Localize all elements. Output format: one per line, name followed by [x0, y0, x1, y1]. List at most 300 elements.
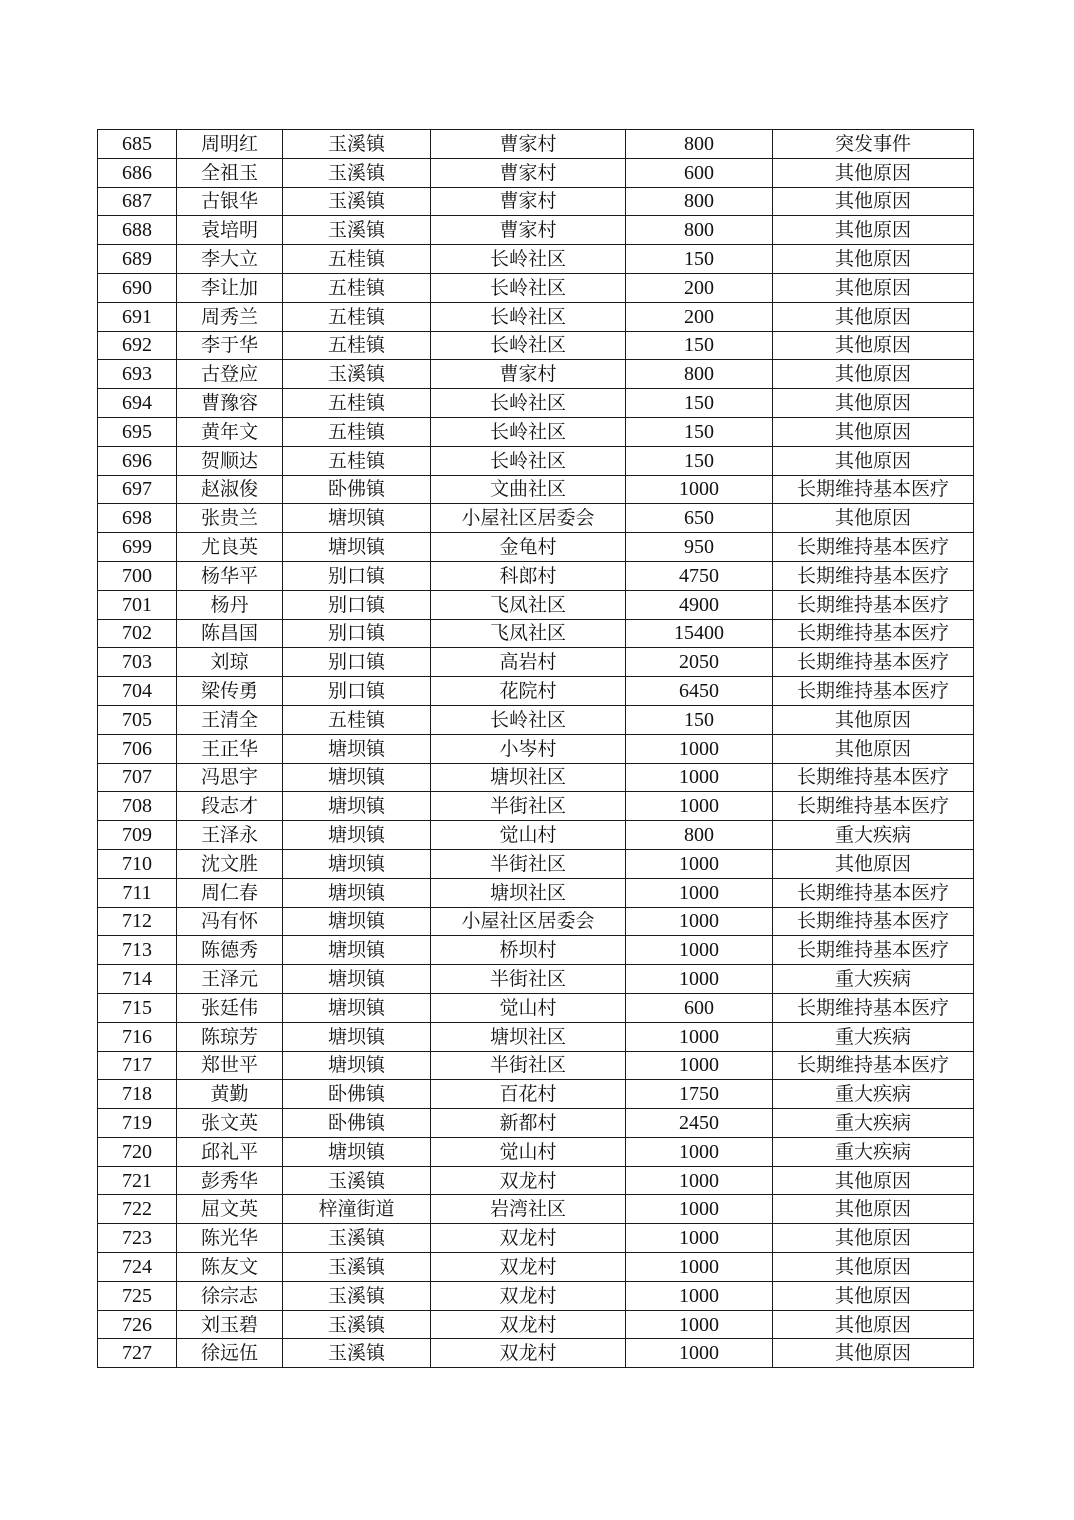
cell-amount: 200	[626, 273, 773, 302]
cell-town: 玉溪镇	[283, 216, 431, 245]
cell-town: 玉溪镇	[283, 1281, 431, 1310]
cell-name: 张贵兰	[177, 504, 283, 533]
cell-name: 陈光华	[177, 1224, 283, 1253]
cell-town: 塘坝镇	[283, 907, 431, 936]
cell-number: 699	[98, 533, 177, 562]
cell-village: 曹家村	[431, 158, 626, 187]
cell-amount: 1000	[626, 965, 773, 994]
cell-name: 周秀兰	[177, 302, 283, 331]
assistance-table	[97, 129, 974, 1368]
cell-name: 尤良英	[177, 533, 283, 562]
cell-reason: 重大疾病	[773, 1022, 974, 1051]
table-row	[98, 360, 974, 389]
cell-number: 688	[98, 216, 177, 245]
table-row	[98, 677, 974, 706]
cell-name: 沈文胜	[177, 849, 283, 878]
cell-name: 贺顺达	[177, 446, 283, 475]
table-row	[98, 821, 974, 850]
cell-town: 玉溪镇	[283, 1310, 431, 1339]
cell-reason: 其他原因	[773, 360, 974, 389]
cell-amount: 1000	[626, 734, 773, 763]
table-row	[98, 1339, 974, 1368]
cell-reason: 重大疾病	[773, 1137, 974, 1166]
cell-name: 曹豫容	[177, 389, 283, 418]
cell-village: 长岭社区	[431, 245, 626, 274]
cell-reason: 其他原因	[773, 1195, 974, 1224]
cell-town: 玉溪镇	[283, 158, 431, 187]
cell-amount: 800	[626, 821, 773, 850]
cell-number: 687	[98, 187, 177, 216]
cell-town: 五桂镇	[283, 446, 431, 475]
table-row	[98, 590, 974, 619]
table-row	[98, 619, 974, 648]
cell-reason: 其他原因	[773, 331, 974, 360]
cell-reason: 其他原因	[773, 216, 974, 245]
cell-reason: 重大疾病	[773, 965, 974, 994]
table-row	[98, 936, 974, 965]
cell-number: 721	[98, 1166, 177, 1195]
cell-number: 714	[98, 965, 177, 994]
cell-amount: 4750	[626, 561, 773, 590]
cell-amount: 1000	[626, 763, 773, 792]
cell-town: 别口镇	[283, 561, 431, 590]
cell-amount: 800	[626, 187, 773, 216]
cell-village: 曹家村	[431, 360, 626, 389]
cell-town: 玉溪镇	[283, 1339, 431, 1368]
cell-town: 五桂镇	[283, 389, 431, 418]
cell-name: 段志才	[177, 792, 283, 821]
cell-number: 722	[98, 1195, 177, 1224]
cell-number: 689	[98, 245, 177, 274]
cell-amount: 200	[626, 302, 773, 331]
table-row	[98, 187, 974, 216]
cell-amount: 600	[626, 993, 773, 1022]
cell-number: 723	[98, 1224, 177, 1253]
cell-name: 冯有怀	[177, 907, 283, 936]
table-row	[98, 331, 974, 360]
cell-village: 小屋社区居委会	[431, 907, 626, 936]
table-body	[98, 130, 974, 1368]
cell-reason: 其他原因	[773, 417, 974, 446]
cell-village: 塘坝社区	[431, 763, 626, 792]
cell-reason: 长期维持基本医疗	[773, 907, 974, 936]
cell-amount: 150	[626, 389, 773, 418]
table-row	[98, 504, 974, 533]
cell-village: 长岭社区	[431, 273, 626, 302]
cell-village: 高岩村	[431, 648, 626, 677]
cell-town: 塘坝镇	[283, 878, 431, 907]
cell-number: 719	[98, 1109, 177, 1138]
cell-town: 塘坝镇	[283, 533, 431, 562]
cell-town: 卧佛镇	[283, 1109, 431, 1138]
cell-village: 小屋社区居委会	[431, 504, 626, 533]
table-row	[98, 1080, 974, 1109]
cell-village: 飞凤社区	[431, 619, 626, 648]
cell-name: 黄年文	[177, 417, 283, 446]
cell-amount: 1000	[626, 907, 773, 936]
cell-number: 705	[98, 705, 177, 734]
cell-name: 王正华	[177, 734, 283, 763]
cell-number: 711	[98, 878, 177, 907]
table-row	[98, 907, 974, 936]
cell-reason: 其他原因	[773, 1310, 974, 1339]
cell-town: 别口镇	[283, 648, 431, 677]
cell-amount: 1000	[626, 792, 773, 821]
cell-town: 塘坝镇	[283, 965, 431, 994]
cell-amount: 1000	[626, 1137, 773, 1166]
cell-amount: 150	[626, 446, 773, 475]
cell-amount: 150	[626, 245, 773, 274]
cell-name: 古登应	[177, 360, 283, 389]
cell-amount: 1000	[626, 1195, 773, 1224]
cell-name: 李大立	[177, 245, 283, 274]
cell-name: 刘玉碧	[177, 1310, 283, 1339]
cell-number: 715	[98, 993, 177, 1022]
cell-amount: 1000	[626, 1022, 773, 1051]
cell-reason: 长期维持基本医疗	[773, 648, 974, 677]
cell-number: 704	[98, 677, 177, 706]
table-row	[98, 965, 974, 994]
cell-village: 金龟村	[431, 533, 626, 562]
cell-town: 五桂镇	[283, 302, 431, 331]
cell-town: 塘坝镇	[283, 936, 431, 965]
table-row	[98, 705, 974, 734]
cell-village: 长岭社区	[431, 417, 626, 446]
cell-village: 百花村	[431, 1080, 626, 1109]
cell-number: 709	[98, 821, 177, 850]
table-row	[98, 389, 974, 418]
cell-number: 700	[98, 561, 177, 590]
cell-town: 塘坝镇	[283, 1137, 431, 1166]
cell-town: 玉溪镇	[283, 1253, 431, 1282]
table-row	[98, 763, 974, 792]
cell-reason: 其他原因	[773, 273, 974, 302]
cell-name: 屈文英	[177, 1195, 283, 1224]
table-row	[98, 475, 974, 504]
cell-amount: 1000	[626, 1281, 773, 1310]
cell-name: 王泽元	[177, 965, 283, 994]
cell-number: 713	[98, 936, 177, 965]
cell-amount: 150	[626, 331, 773, 360]
cell-name: 杨丹	[177, 590, 283, 619]
cell-amount: 950	[626, 533, 773, 562]
cell-reason: 长期维持基本医疗	[773, 792, 974, 821]
cell-town: 玉溪镇	[283, 1166, 431, 1195]
cell-village: 小岑村	[431, 734, 626, 763]
cell-name: 袁培明	[177, 216, 283, 245]
cell-reason: 重大疾病	[773, 1109, 974, 1138]
cell-amount: 800	[626, 360, 773, 389]
cell-number: 717	[98, 1051, 177, 1080]
cell-town: 五桂镇	[283, 705, 431, 734]
cell-name: 徐宗志	[177, 1281, 283, 1310]
cell-amount: 1000	[626, 1051, 773, 1080]
table-row	[98, 792, 974, 821]
cell-number: 698	[98, 504, 177, 533]
cell-number: 703	[98, 648, 177, 677]
cell-village: 半街社区	[431, 849, 626, 878]
cell-town: 塘坝镇	[283, 792, 431, 821]
cell-number: 725	[98, 1281, 177, 1310]
cell-village: 花院村	[431, 677, 626, 706]
cell-amount: 6450	[626, 677, 773, 706]
cell-village: 桥坝村	[431, 936, 626, 965]
cell-name: 周仁春	[177, 878, 283, 907]
table-row	[98, 1224, 974, 1253]
table-row	[98, 561, 974, 590]
cell-reason: 突发事件	[773, 130, 974, 159]
cell-name: 刘琼	[177, 648, 283, 677]
cell-town: 五桂镇	[283, 417, 431, 446]
cell-name: 古银华	[177, 187, 283, 216]
cell-name: 王清全	[177, 705, 283, 734]
cell-name: 徐远伍	[177, 1339, 283, 1368]
table-row	[98, 878, 974, 907]
cell-name: 陈友文	[177, 1253, 283, 1282]
table-row	[98, 533, 974, 562]
cell-reason: 其他原因	[773, 1224, 974, 1253]
table-row	[98, 1281, 974, 1310]
cell-village: 觉山村	[431, 821, 626, 850]
cell-name: 李于华	[177, 331, 283, 360]
cell-town: 塘坝镇	[283, 849, 431, 878]
cell-number: 708	[98, 792, 177, 821]
table-row	[98, 1310, 974, 1339]
cell-reason: 其他原因	[773, 705, 974, 734]
cell-name: 梁传勇	[177, 677, 283, 706]
cell-reason: 其他原因	[773, 504, 974, 533]
cell-name: 陈德秀	[177, 936, 283, 965]
cell-reason: 其他原因	[773, 849, 974, 878]
table-row	[98, 1051, 974, 1080]
cell-number: 724	[98, 1253, 177, 1282]
cell-town: 卧佛镇	[283, 1080, 431, 1109]
cell-number: 726	[98, 1310, 177, 1339]
cell-village: 长岭社区	[431, 389, 626, 418]
cell-reason: 其他原因	[773, 1281, 974, 1310]
cell-village: 塘坝社区	[431, 1022, 626, 1051]
cell-town: 玉溪镇	[283, 360, 431, 389]
cell-village: 文曲社区	[431, 475, 626, 504]
cell-amount: 2450	[626, 1109, 773, 1138]
cell-number: 707	[98, 763, 177, 792]
cell-amount: 1000	[626, 1224, 773, 1253]
cell-town: 玉溪镇	[283, 130, 431, 159]
cell-name: 张文英	[177, 1109, 283, 1138]
table-row	[98, 648, 974, 677]
cell-village: 长岭社区	[431, 331, 626, 360]
table-row	[98, 273, 974, 302]
table-row	[98, 993, 974, 1022]
table-row	[98, 1022, 974, 1051]
cell-reason: 长期维持基本医疗	[773, 533, 974, 562]
cell-reason: 长期维持基本医疗	[773, 561, 974, 590]
cell-reason: 其他原因	[773, 734, 974, 763]
cell-reason: 其他原因	[773, 389, 974, 418]
cell-village: 双龙村	[431, 1253, 626, 1282]
cell-village: 双龙村	[431, 1224, 626, 1253]
cell-name: 邱礼平	[177, 1137, 283, 1166]
cell-number: 694	[98, 389, 177, 418]
cell-reason: 其他原因	[773, 1166, 974, 1195]
table-row	[98, 302, 974, 331]
cell-number: 697	[98, 475, 177, 504]
cell-name: 张廷伟	[177, 993, 283, 1022]
cell-village: 飞凤社区	[431, 590, 626, 619]
table-row	[98, 849, 974, 878]
cell-town: 别口镇	[283, 677, 431, 706]
cell-name: 郑世平	[177, 1051, 283, 1080]
cell-village: 半街社区	[431, 792, 626, 821]
cell-amount: 15400	[626, 619, 773, 648]
cell-reason: 长期维持基本医疗	[773, 475, 974, 504]
cell-village: 曹家村	[431, 187, 626, 216]
cell-reason: 长期维持基本医疗	[773, 993, 974, 1022]
cell-amount: 1000	[626, 849, 773, 878]
cell-amount: 800	[626, 216, 773, 245]
cell-number: 693	[98, 360, 177, 389]
cell-village: 塘坝社区	[431, 878, 626, 907]
cell-reason: 长期维持基本医疗	[773, 590, 974, 619]
cell-town: 别口镇	[283, 619, 431, 648]
cell-name: 王泽永	[177, 821, 283, 850]
cell-town: 五桂镇	[283, 331, 431, 360]
cell-village: 长岭社区	[431, 446, 626, 475]
cell-number: 686	[98, 158, 177, 187]
cell-reason: 其他原因	[773, 1339, 974, 1368]
table-row	[98, 1166, 974, 1195]
cell-village: 长岭社区	[431, 705, 626, 734]
cell-amount: 1000	[626, 1310, 773, 1339]
cell-name: 冯思宇	[177, 763, 283, 792]
cell-amount: 2050	[626, 648, 773, 677]
table-row	[98, 216, 974, 245]
cell-town: 塘坝镇	[283, 763, 431, 792]
cell-reason: 重大疾病	[773, 1080, 974, 1109]
cell-village: 科郎村	[431, 561, 626, 590]
cell-village: 双龙村	[431, 1281, 626, 1310]
cell-town: 塘坝镇	[283, 1022, 431, 1051]
cell-amount: 150	[626, 417, 773, 446]
cell-reason: 其他原因	[773, 245, 974, 274]
table-row	[98, 1195, 974, 1224]
cell-number: 696	[98, 446, 177, 475]
cell-amount: 800	[626, 130, 773, 159]
cell-amount: 1000	[626, 1253, 773, 1282]
cell-town: 塘坝镇	[283, 504, 431, 533]
cell-village: 半街社区	[431, 965, 626, 994]
cell-town: 塘坝镇	[283, 1051, 431, 1080]
cell-reason: 重大疾病	[773, 821, 974, 850]
cell-village: 半街社区	[431, 1051, 626, 1080]
cell-number: 727	[98, 1339, 177, 1368]
cell-reason: 长期维持基本医疗	[773, 878, 974, 907]
cell-number: 695	[98, 417, 177, 446]
cell-number: 706	[98, 734, 177, 763]
cell-name: 李让加	[177, 273, 283, 302]
cell-name: 赵淑俊	[177, 475, 283, 504]
cell-amount: 4900	[626, 590, 773, 619]
cell-number: 716	[98, 1022, 177, 1051]
cell-reason: 其他原因	[773, 302, 974, 331]
cell-name: 陈琼芳	[177, 1022, 283, 1051]
cell-amount: 650	[626, 504, 773, 533]
table-row	[98, 1137, 974, 1166]
cell-village: 觉山村	[431, 1137, 626, 1166]
cell-number: 718	[98, 1080, 177, 1109]
cell-reason: 长期维持基本医疗	[773, 1051, 974, 1080]
cell-town: 玉溪镇	[283, 1224, 431, 1253]
cell-number: 710	[98, 849, 177, 878]
cell-number: 692	[98, 331, 177, 360]
cell-reason: 长期维持基本医疗	[773, 763, 974, 792]
cell-village: 曹家村	[431, 216, 626, 245]
cell-village: 双龙村	[431, 1166, 626, 1195]
table-row	[98, 245, 974, 274]
cell-amount: 1000	[626, 936, 773, 965]
cell-name: 杨华平	[177, 561, 283, 590]
cell-amount: 150	[626, 705, 773, 734]
cell-town: 梓潼街道	[283, 1195, 431, 1224]
table-row	[98, 734, 974, 763]
cell-town: 五桂镇	[283, 245, 431, 274]
cell-reason: 其他原因	[773, 187, 974, 216]
cell-town: 玉溪镇	[283, 187, 431, 216]
cell-town: 塘坝镇	[283, 734, 431, 763]
cell-amount: 1000	[626, 1166, 773, 1195]
cell-reason: 长期维持基本医疗	[773, 677, 974, 706]
cell-reason: 其他原因	[773, 1253, 974, 1282]
cell-reason: 其他原因	[773, 158, 974, 187]
cell-amount: 1000	[626, 1339, 773, 1368]
cell-village: 新都村	[431, 1109, 626, 1138]
cell-name: 周明红	[177, 130, 283, 159]
cell-number: 691	[98, 302, 177, 331]
cell-number: 702	[98, 619, 177, 648]
cell-amount: 1000	[626, 475, 773, 504]
cell-town: 五桂镇	[283, 273, 431, 302]
cell-name: 黄勤	[177, 1080, 283, 1109]
cell-number: 720	[98, 1137, 177, 1166]
cell-village: 岩湾社区	[431, 1195, 626, 1224]
table-row	[98, 446, 974, 475]
cell-name: 彭秀华	[177, 1166, 283, 1195]
table-row	[98, 1253, 974, 1282]
cell-amount: 600	[626, 158, 773, 187]
cell-number: 712	[98, 907, 177, 936]
cell-amount: 1000	[626, 878, 773, 907]
cell-number: 701	[98, 590, 177, 619]
table-row	[98, 158, 974, 187]
cell-number: 690	[98, 273, 177, 302]
cell-reason: 长期维持基本医疗	[773, 619, 974, 648]
cell-town: 塘坝镇	[283, 821, 431, 850]
cell-reason: 长期维持基本医疗	[773, 936, 974, 965]
table-row	[98, 417, 974, 446]
cell-village: 双龙村	[431, 1339, 626, 1368]
cell-town: 塘坝镇	[283, 993, 431, 1022]
cell-village: 双龙村	[431, 1310, 626, 1339]
table-row	[98, 130, 974, 159]
cell-name: 全祖玉	[177, 158, 283, 187]
cell-village: 长岭社区	[431, 302, 626, 331]
cell-village: 曹家村	[431, 130, 626, 159]
cell-reason: 其他原因	[773, 446, 974, 475]
cell-town: 卧佛镇	[283, 475, 431, 504]
cell-town: 别口镇	[283, 590, 431, 619]
cell-number: 685	[98, 130, 177, 159]
cell-name: 陈昌国	[177, 619, 283, 648]
